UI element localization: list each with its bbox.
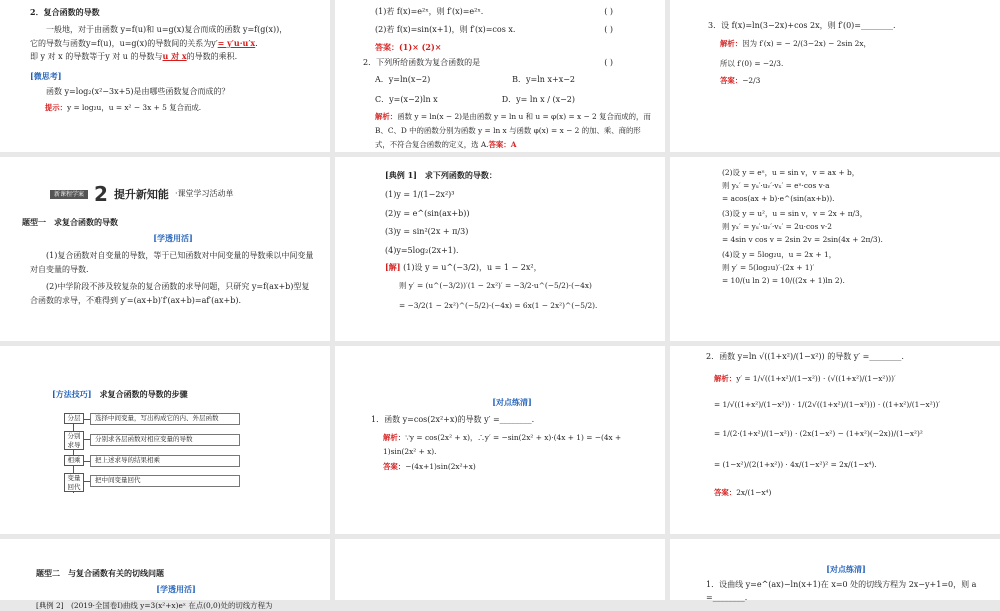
slide-example-1 — [335, 157, 665, 341]
solution-step: = 1/√((1+x²)/(1−x²)) · 1/(2√((1+x²)/(1−x²))) · ((1+x²)/(1−x²))′ — [714, 399, 941, 409]
section-title: 提升新知能 — [113, 187, 169, 201]
practice-question: 1．函数 y=cos(2x²+x)的导数 y′ =________. — [371, 415, 535, 425]
solution-step: 则 y′ = (u^(−3/2))′(1 − 2x²)′ = −3/2·u^(−5/2)·(−4x) — [399, 281, 592, 291]
question-3: 3．设 f(x)=ln(3−2x)+cos 2x，则 f′(0)=________. — [708, 21, 896, 30]
tag: [对点练清] — [492, 397, 532, 407]
formula: (2)y = e^(sin(ax+b)) — [385, 208, 470, 218]
answer: 答案：(1)× (2)× — [375, 41, 442, 52]
solution: [解] (1)设 y = u^(−3/2)，u = 1 − 2x²， — [385, 261, 542, 272]
solution-step: (2)设 y = eᵘ，u = sin v，v = ax + b， — [722, 168, 860, 177]
slide-practice-2 — [670, 346, 1000, 534]
explanation: 解析：因为 f′(x) = − 2/(3−2x) − 2sin 2x， — [720, 39, 871, 49]
answer: 答案：−(4x+1)sin(2x²+x) — [383, 461, 476, 471]
explanation: 解析：∵y = cos(2x² + x)，∴y′ = −sin(2x² + x)·(4x + 1) = −(4x + 1)sin(2x² + x). — [383, 432, 622, 456]
solution-step: (3)设 y = u²，u = sin v，v = 2x + π/3， — [722, 208, 868, 218]
tag: [对点练清] — [826, 564, 866, 574]
practice-question-cont: =________. — [706, 592, 748, 602]
example-title: [典例 2] (2019·全国卷Ⅰ)曲线 y=3(x²+x)eˣ 在点(0,0)处的切线方程为 — [36, 600, 273, 610]
solution-step: = (1−x²)/(2(1+x²)) · 4x/(1−x²)² = 2x/(1−x⁴). — [714, 460, 877, 470]
solution-step: = 4sin v cos v = 2sin 2v = 2sin(4x + 2π/3). — [722, 234, 883, 244]
fill-answer: = y′u·u′x — [217, 37, 256, 48]
paragraph: 即 y 对 x 的导数等于y 对 u 的导数与u 对 x的导数的乘积. — [30, 51, 238, 62]
flow-step-label: 分层 — [64, 413, 84, 423]
example-title: [典例 1] 求下列函数的导数： — [385, 170, 497, 180]
flow-step-desc: 把中间变量回代 — [90, 475, 240, 487]
solution-step: 则 yₓ′ = yᵤ′·uᵥ′·vₓ′ = eᵘ·cos v·a — [722, 180, 830, 190]
slide-blank — [335, 539, 665, 600]
topic-title: 题型二 与复合函数有关的切线问题 — [36, 568, 164, 578]
flow-step-desc: 把上述求导的结果相乘 — [90, 455, 240, 467]
flow-step-label: 变量回代 — [64, 473, 84, 492]
solution-step: (4)设 y = 5log₂u，u = 2x + 1， — [722, 249, 837, 259]
hint: 提示：y = log₂u，u = x² − 3x + 5 复合而成. — [44, 103, 202, 113]
slide-derivative-rule — [0, 0, 330, 152]
think-title: [微思考] — [30, 70, 62, 81]
topic-title: 题型一 求复合函数的导数 — [22, 217, 118, 227]
paragraph: (1)复合函数对自变量的导数，等于已知函数对中间变量的导数乘以中间变量对自变量的导数. — [30, 250, 314, 275]
answer: 答案：2x/(1−x⁴) — [714, 487, 772, 497]
tag: [学透用活] — [153, 233, 193, 244]
practice-question: 1．设曲线 y=e^(ax)−ln(x+1)在 x=0 处的切线方程为 2x−y+1=0，则 a — [706, 580, 977, 590]
solution-step: = −3/2(1 − 2x²)^(−5/2)·(−4x) = 6x(1 − 2x²)^(−5/2). — [399, 300, 598, 310]
solution-step: 则 y′ = 5(log₂u)′·(2x + 1)′ — [722, 262, 815, 272]
flow-step-label: 相乘 — [64, 455, 84, 465]
slide-question-3 — [670, 0, 1000, 152]
slide-method — [0, 346, 330, 534]
options-row: A．y=ln(x−2) B．y=ln x+x−2 — [375, 74, 575, 84]
slide-example-1-continued — [670, 157, 1000, 341]
slide-new-knowledge — [0, 157, 330, 341]
flow-step-desc: 选择中间变量，写出构成它的内、外层函数 — [90, 413, 240, 425]
logo: 新课程学案 — [50, 190, 88, 200]
judge-item: (1)若 f(x)=e²ˣ，则 f′(x)=e²ˣ. ( ) — [375, 7, 613, 16]
flowchart — [52, 409, 316, 499]
result: 所以 f′(0) = −2/3. — [720, 58, 784, 68]
formula: (4)y=5log₂(2x+1). — [385, 245, 459, 255]
method-title: [方法技巧] 求复合函数的导数的步骤 — [52, 389, 188, 399]
flow-step-desc: 分别求各层函数对相应变量的导数 — [90, 434, 240, 446]
section-heading: 2．复合函数的导数 — [30, 7, 100, 17]
section-banner — [50, 179, 316, 210]
options-row: C．y=(x−2)ln x D．y= ln x / (x−2) — [375, 94, 575, 104]
practice-question: 2．函数 y=ln √((1+x²)/(1−x²)) 的导数 y′ =________. — [706, 352, 904, 361]
paragraph: (2)中学阶段不涉及较复杂的复合函数的求导问题，只研究 y=f(ax+b)型复合函数的求导，不难得到 y′=(ax+b)′f′(ax+b)=af′(ax+b). — [30, 281, 310, 305]
formula: (1)y = 1/(1−2x²)³ — [385, 190, 455, 200]
explanation: 解析：函数 y = ln(x − 2)是由函数 y = ln u 和 u = φ(x) = x − 2 复合而成的，而 B、C、D 中的函数分别为函数 y = ln x 与函数 φ(x) = x − 2 的加、乘、商的形式，不符合复合函数的定义，选 A.答案：A — [375, 112, 651, 150]
flow-step-label: 分别求导 — [64, 431, 84, 450]
paragraph: 一般地，对于由函数 y=f(u)和 u=g(x)复合而成的函数 y=f(g(x))， — [46, 25, 288, 35]
paragraph: 它的导数与函数y=f(u)，u=g(x)的导数间的关系为y′= y′u·u′x. — [30, 37, 258, 48]
fill-answer: u 对 x — [162, 51, 187, 62]
section-subtitle: ·课堂学习活动单 — [174, 189, 234, 199]
question-2: 2．下列所给函数为复合函数的是 ( ) — [363, 58, 613, 68]
solution-step: 则 yₓ′ = yᵤ′·uᵥ′·vₓ′ = 2u·cos v·2 — [722, 221, 832, 231]
answer: 答案：−2/3 — [720, 76, 761, 86]
solution-step: = 10/(u ln 2) = 10/((2x + 1)ln 2). — [722, 275, 845, 285]
slide-practice-3 — [670, 539, 1000, 600]
slide-judgement — [335, 0, 665, 152]
formula: (3)y = sin²(2x + π/3) — [385, 227, 469, 237]
explanation: 解析：y′ = 1/√((1+x²)/(1−x²)) · (√((1+x²)/(1−x²)))′ — [714, 374, 896, 384]
section-number: 2 — [94, 182, 108, 206]
think-question: 函数 y=log₂(x²−3x+5)是由哪些函数复合而成的？ — [46, 86, 230, 96]
solution-step: = 1/(2·(1+x²)/(1−x²)) · (2x(1−x²) − (1+x²)(−2x))/(1−x²)² — [714, 429, 923, 439]
slide-topic-2 — [0, 539, 330, 610]
judge-item: (2)若 f(x)=sin(x+1)，则 f′(x)=cos x. ( ) — [375, 25, 613, 35]
solution-step: = acos(ax + b)·e^(sin(ax+b)). — [722, 193, 835, 203]
slide-practice-1 — [335, 346, 665, 534]
tag: [学透用活] — [156, 584, 196, 595]
